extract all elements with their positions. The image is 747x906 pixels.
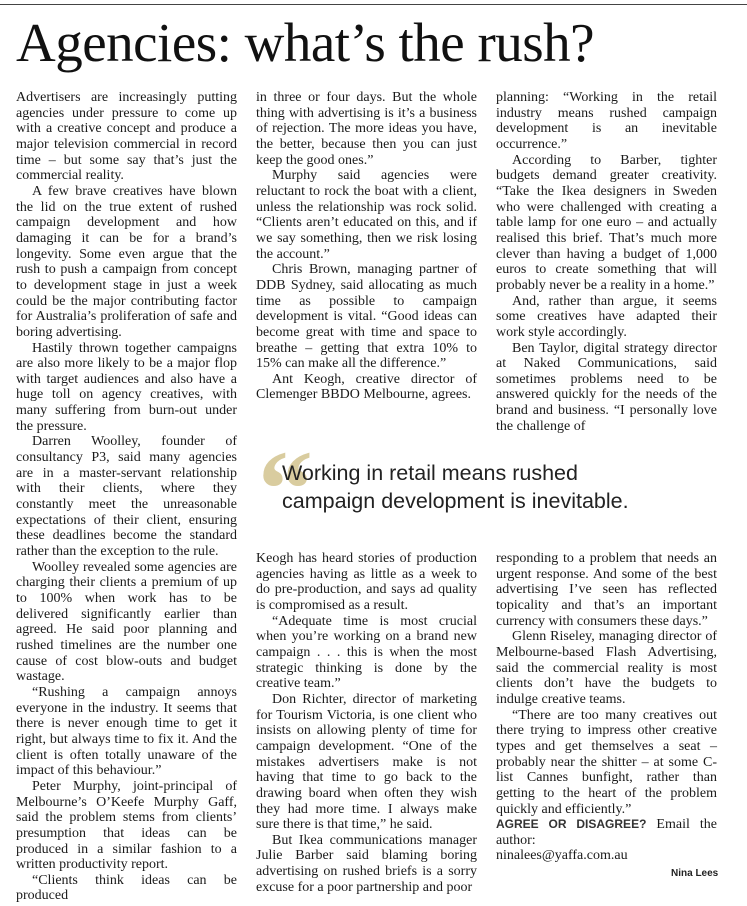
pull-quote-line: campaign development is inevitable. [282, 489, 629, 513]
column-3-bottom [496, 551, 717, 864]
paragraph: “Rushing a campaign annoys everyone in the industry. It seems that there is never enough time to get it right, but always time to fix it. And the client is often totally unaware of the impact of this behaviour.” [16, 684, 237, 779]
paragraph: Peter Murphy, joint-principal of Melbourne’s O’Keefe Murphy Gaff, said the problem stems from clients’ presumption that ideas can be produced in a similar fashion to a written productivity report. [16, 778, 237, 873]
paragraph: According to Barber, tighter budgets demand greater creativity. “Take the Ikea designers in Sweden who were challenged with creating a table lamp for one euro – and actually realised this brief. That’s much more clever than having a budget of 1,000 euros to create something that will probably never be a reality in a home.” [496, 152, 717, 293]
paragraph: Advertisers are increasingly putting agencies under pressure to come up with a creative concept and produce a major television commercial in record time – but some say that’s just the commercial reality. [16, 90, 237, 184]
paragraph: “There are too many creatives out there trying to impress other creative types and get themselves a seat – probably near the shitter – at some C-list Cannes bunfight, rather than getting to the heart of the problem quickly and efficiently.” [496, 707, 717, 817]
paragraph: Murphy said agencies were reluctant to rock the boat with a client, unless the relationship was rock solid. “Clients aren’t educated on this, and if we say something, then we risk losing the account.” [256, 168, 477, 262]
paragraph: Woolley revealed some agencies are charging their clients a premium of up to 100% when work has to be delivered significantly earlier than agreed. He said poor planning and rushed timelines are the number one cause of cost blow-outs and budget wastage. [16, 559, 237, 685]
top-rule [0, 0, 747, 5]
column-2-top [256, 90, 477, 403]
author-email-link[interactable]: ninalees@yaffa.com.au [496, 848, 628, 864]
column-2-bottom [256, 551, 477, 895]
paragraph: Don Richter, director of marketing for Tourism Victoria, is one client who insists on allowing plenty of time for campaign development. “One of the mistakes advertisers make is not having that time to go back to the drawing board when often they wish they had more time. I always make sure there is that time,” he said. [256, 691, 477, 833]
signoff [496, 817, 717, 864]
paragraph: in three or four days. But the whole thing with advertising is it’s a business of rejection. The more ideas you have, the better, because then you can just keep the good ones.” [256, 90, 477, 168]
column-1 [16, 90, 237, 904]
author-byline: Nina Lees [671, 868, 719, 879]
headline: Agencies: what’s the rush? [16, 12, 595, 73]
pull-quote [256, 428, 726, 550]
paragraph: Hastily thrown together campaigns are also more likely to be a major flop with target audiences and also have a huge toll on agency creatives, with many suffering from burn-out under the pressure. [16, 340, 237, 434]
column-3-top [496, 90, 717, 434]
paragraph: “Adequate time is most crucial when you’re working on a brand new campaign . . . this is when the most strategic thinking is done by the creative team.” [256, 613, 477, 692]
paragraph: planning: “Working in the retail industry means rushed campaign development is an inevitable occurrence.” [496, 90, 717, 152]
paragraph: “Clients think ideas can be produced [16, 872, 237, 904]
paragraph: Chris Brown, managing partner of DDB Sydney, said allocating as much time as possible to campaign development is vital. “Good ideas can become great with time and space to breathe – getting that extra 10% to 15% can make all the difference.” [256, 262, 477, 372]
paragraph: responding to a problem that needs an urgent response. And some of the best advertising I’ve seen has reflected topicality and that’s an important currency with consumers these days.” [496, 551, 717, 629]
pull-quote-text [282, 459, 722, 515]
pull-quote-line: Working in retail means rushed [282, 461, 578, 485]
signoff-text: Email the author: [496, 817, 717, 848]
quote-mark-icon: “ [258, 428, 313, 550]
paragraph: Keogh has heard stories of production agencies having as little as a week to do pre-production, and says ad quality is compromised as a result. [256, 551, 477, 613]
signoff-cta: AGREE OR DISAGREE? [496, 817, 647, 832]
paragraph: A few brave creatives have blown the lid on the true extent of rushed campaign development and how damaging it can be for a brand’s longevity. Some even argue that the rush to push a campaign from concept to development stage in just a week could be the major contributing factor for Australia’s proliferation of safe and boring advertising. [16, 183, 237, 340]
paragraph: And, rather than argue, it seems some creatives have adapted their work style accordingly. [496, 293, 717, 340]
paragraph: Darren Woolley, founder of consultancy P3, said many agencies are in a master-servant relationship with their clients, where they constantly meet the unreasonable expectations of their client, ensuring these deadlines become the standard rather than the exception to the rule. [16, 434, 237, 560]
paragraph: Glenn Riseley, managing director of Melbourne-based Flash Advertising, said the commercial reality is most clients don’t have the budgets to indulge creative teams. [496, 629, 717, 707]
paragraph: Ant Keogh, creative director of Clemenger BBDO Melbourne, agrees. [256, 371, 477, 403]
paragraph: But Ikea communications manager Julie Barber said blaming boring advertising on rushed briefs is a sorry excuse for a poor partnership and poor [256, 832, 477, 895]
paragraph: Ben Taylor, digital strategy director at Naked Communications, said sometimes problems need to be answered quickly for the needs of the brand and business. “I personally love the challenge of [496, 340, 717, 434]
